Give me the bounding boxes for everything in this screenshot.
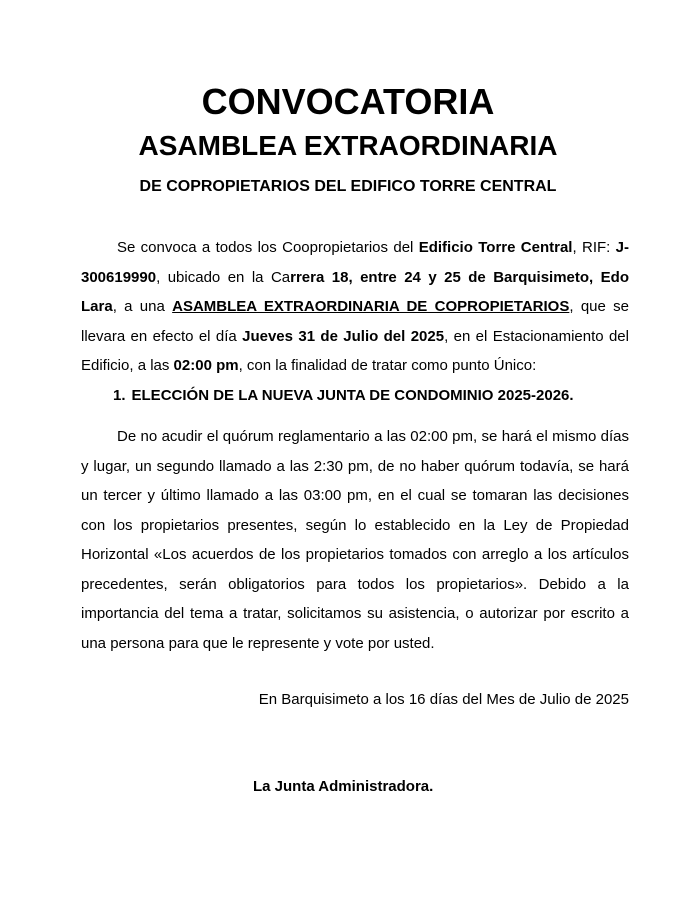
convocation-paragraph — [81, 233, 629, 381]
agenda-item-text: ELECCIÓN DE LA NUEVA JUNTA DE CONDOMINIO 2025-2026. — [131, 387, 574, 404]
assembly-type: ASAMBLEA EXTRAORDINARIA DE COPROPIETARIOS — [172, 298, 570, 315]
document-subtitle: ASAMBLEA EXTRAORDINARIA — [138, 130, 558, 161]
text-run: , ubicado en la Ca — [156, 268, 291, 286]
agenda-item — [113, 385, 574, 407]
date-line: En Barquisimeto a los 16 días del Mes de Julio de 2025 — [258, 691, 629, 708]
document-title: CONVOCATORIA — [201, 81, 495, 122]
text-run: Se convoca a todos los Coopropietarios del — [117, 239, 419, 256]
address: rrera 18, entre 24 y 25 de Barquisimeto, Edo Lara — [81, 268, 629, 315]
quorum-text: De no acudir el quórum reglamentario a las 02:00 pm, se hará el mismo días y lugar, un segundo llamado a las 2:30 pm, de no haber quórum todavía, se hará un tercer y último llamado a las 03:00 pm, en el cual se tomaran las decisiones con los propietarios presentes, según lo establecido en la Ley de Propiedad Horizontal «Los acuerdos de los propietarios tomados con arreglo a los artículos precedentes, serán obligatorios para todos los propietarios». Debido a la importancia del tema a tratar, solicitamos su asistencia, o autorizar por escrito a una persona para que le represente y vote por usted. — [81, 428, 629, 652]
quorum-paragraph — [81, 422, 629, 658]
rif-number: J-300619990 — [81, 239, 630, 286]
document-subheading: DE COPROPIETARIOS DEL EDIFICO TORRE CENTRAL — [139, 178, 557, 195]
text-run: , a una — [112, 298, 173, 315]
text-run: , en el Estacionamiento del Edificio, a las — [81, 327, 629, 374]
agenda-item-number: 1. — [113, 387, 126, 404]
text-run: , RIF: — [572, 239, 616, 256]
text-run: , con la finalidad de tratar como punto Único: — [238, 357, 537, 374]
signature: La Junta Administradora. — [253, 778, 434, 795]
meeting-date: Jueves 31 de Julio del 2025 — [242, 327, 445, 345]
text-run: , que se llevara en efecto el día — [81, 298, 630, 345]
meeting-time: 02:00 pm — [173, 357, 239, 374]
building-name: Edificio Torre Central — [418, 239, 573, 256]
